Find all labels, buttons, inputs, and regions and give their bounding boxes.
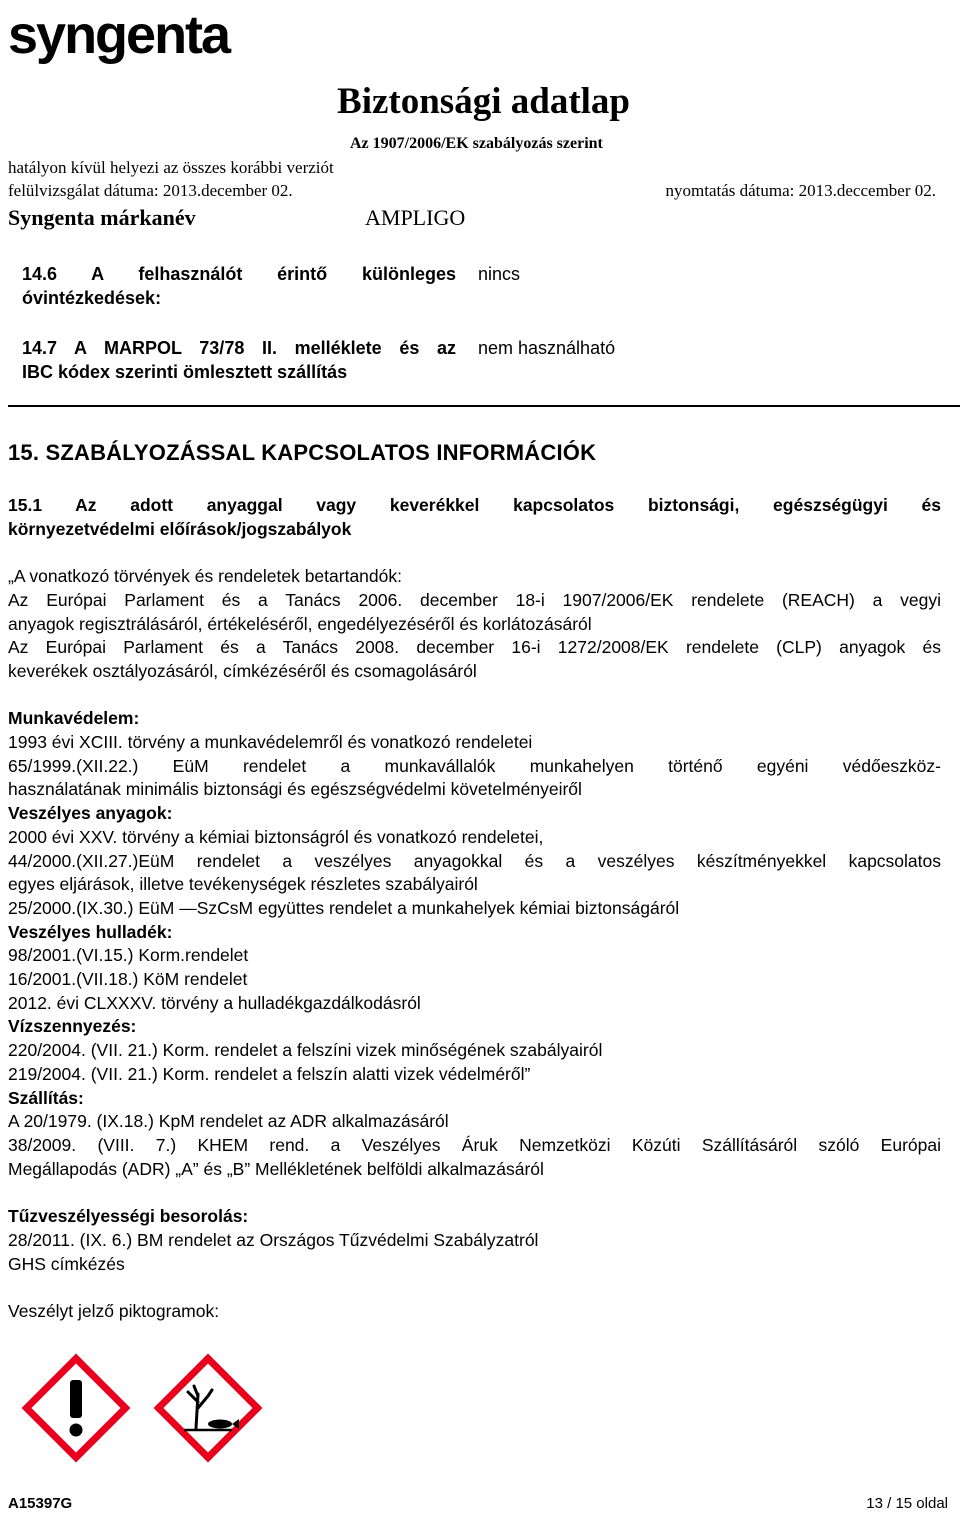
section-15-body <box>8 494 941 1324</box>
heading-szallitas: Szállítás: <box>8 1087 84 1108</box>
subsection-15-1-line2: környezetvédelmi előírások/jogszabályok <box>8 518 352 539</box>
anyag-line1: 2000 évi XXV. törvény a kémiai biztonságról és vonatkozó rendeletei, <box>8 826 544 847</box>
szall-line2: 38/2009. (VIII. 7.) KHEM rend. a Veszélyes Áruk Nemzetközi Közúti Szállításáról szóló Európai <box>8 1134 941 1155</box>
hulladek-line1: 98/2001.(VI.15.) Korm.rendelet <box>8 945 249 966</box>
munka-line1: 1993 évi XCIII. törvény a munkavédelemről és vonatkozó rendeletei <box>8 732 533 753</box>
item-14-7-value: nem használható <box>478 338 616 358</box>
revision-date: felülvizsgálat dátuma: 2013.december 02. <box>8 181 293 200</box>
ghs07-exclamation-icon <box>18 1350 134 1466</box>
spacer <box>8 684 941 708</box>
munka-line2: 65/1999.(XII.22.) EüM rendelet a munkavállalók munkahelyen történő egyéni védőeszköz- <box>8 755 941 776</box>
item-14-7-label <box>22 336 456 384</box>
page-number: 13 / 15 oldal <box>866 1495 948 1512</box>
document-title: Biztonsági adatlap <box>337 81 630 122</box>
item-14-7-label-line1: 14.7 A MARPOL 73/78 II. melléklete és az <box>22 338 456 358</box>
szall-line3: Megállapodás (ADR) „A” és „B” Mellékletének belföldi alkalmazásáról <box>8 1158 544 1179</box>
syngenta-logo: syngenta <box>8 5 230 65</box>
ghs09-environment-icon <box>150 1350 266 1466</box>
regulation-reference: Az 1907/2006/EK szabályozás szerint <box>350 135 603 152</box>
item-14-6-label-line2: óvintézkedések: <box>22 288 162 308</box>
item-14-6-label-line1: 14.6 A felhasználót érintő különleges <box>22 264 456 284</box>
item-14-7-label-line2: IBC kódex szerinti ömlesztett szállítás <box>22 362 348 382</box>
ghs-label: GHS címkézés <box>8 1253 125 1274</box>
section-divider <box>8 405 960 407</box>
viz-line2: 219/2004. (VII. 21.) Korm. rendelet a felszín alatti vizek védelméről” <box>8 1063 531 1084</box>
munka-line3: használatának minimális biztonsági és egészségvédelmi követelményeiről <box>8 779 582 800</box>
anyag-line4: 25/2000.(IX.30.) EüM —SzCsM együttes rendelet a munkahelyek kémiai biztonságáról <box>8 897 680 918</box>
print-date: nyomtatás dátuma: 2013.deccember 02. <box>665 181 936 200</box>
heading-veszelyes-anyagok: Veszélyes anyagok: <box>8 803 173 824</box>
spacer <box>8 1276 941 1300</box>
product-code: A15397G <box>8 1495 73 1512</box>
section-15-title: 15. SZABÁLYOZÁSSAL KAPCSOLATOS INFORMÁCIÓK <box>8 440 597 465</box>
pictogram-label: Veszélyt jelző piktogramok: <box>8 1300 220 1321</box>
szall-line1: A 20/1979. (IX.18.) KpM rendelet az ADR alkalmazásáról <box>8 1111 449 1132</box>
heading-munkavedelem: Munkavédelem: <box>8 708 140 729</box>
clp-line1: Az Európai Parlament és a Tanács 2008. december 16-i 1272/2008/EK rendelete (CLP) anyagok és <box>8 637 941 658</box>
hulladek-line2: 16/2001.(VII.18.) KöM rendelet <box>8 969 248 990</box>
tuz-line1: 28/2011. (IX. 6.) BM rendelet az Országos Tűzvédelmi Szabályzatról <box>8 1229 539 1250</box>
subsection-15-1-line1: 15.1 Az adott anyaggal vagy keverékkel kapcsolatos biztonsági, egészségügyi és <box>8 495 941 515</box>
item-14-6-value: nincs <box>478 264 521 284</box>
anyag-line2: 44/2000.(XII.27.)EüM rendelet a veszélyes anyagokkal és a veszélyes készítményekkel kapcsolatos <box>8 850 941 871</box>
hulladek-line3: 2012. évi CLXXXV. törvény a hulladékgazdálkodásról <box>8 992 421 1013</box>
reach-line1: Az Európai Parlament és a Tanács 2006. december 18-i 1907/2006/EK rendelete (REACH) a vegyi <box>8 589 941 610</box>
heading-tuzveszelyesseg: Tűzveszélyességi besorolás: <box>8 1206 249 1227</box>
viz-line1: 220/2004. (VII. 21.) Korm. rendelet a felszíni vizek minőségének szabályairól <box>8 1040 603 1061</box>
clp-line2: keverékek osztályozásáról, címkézéséről és csomagolásáról <box>8 660 477 681</box>
brand-value: AMPLIGO <box>365 205 466 230</box>
item-14-6-label <box>22 262 456 310</box>
heading-veszelyes-hulladek: Veszélyes hulladék: <box>8 921 173 942</box>
supersedes-note: hatályon kívül helyezi az összes korábbi verziót <box>8 158 334 177</box>
spacer <box>8 541 941 565</box>
heading-vizszennyezes: Vízszennyezés: <box>8 1016 137 1037</box>
anyag-line3: egyes eljárások, illetve tevékenységek részletes szabályairól <box>8 874 478 895</box>
laws-intro: „A vonatkozó törvények és rendeletek betartandók: <box>8 566 402 587</box>
brand-label: Syngenta márkanév <box>8 205 196 230</box>
reach-line2: anyagok regisztrálásáról, értékeléséről, engedélyezéséről és korlátozásáról <box>8 613 592 634</box>
spacer <box>8 1181 941 1205</box>
